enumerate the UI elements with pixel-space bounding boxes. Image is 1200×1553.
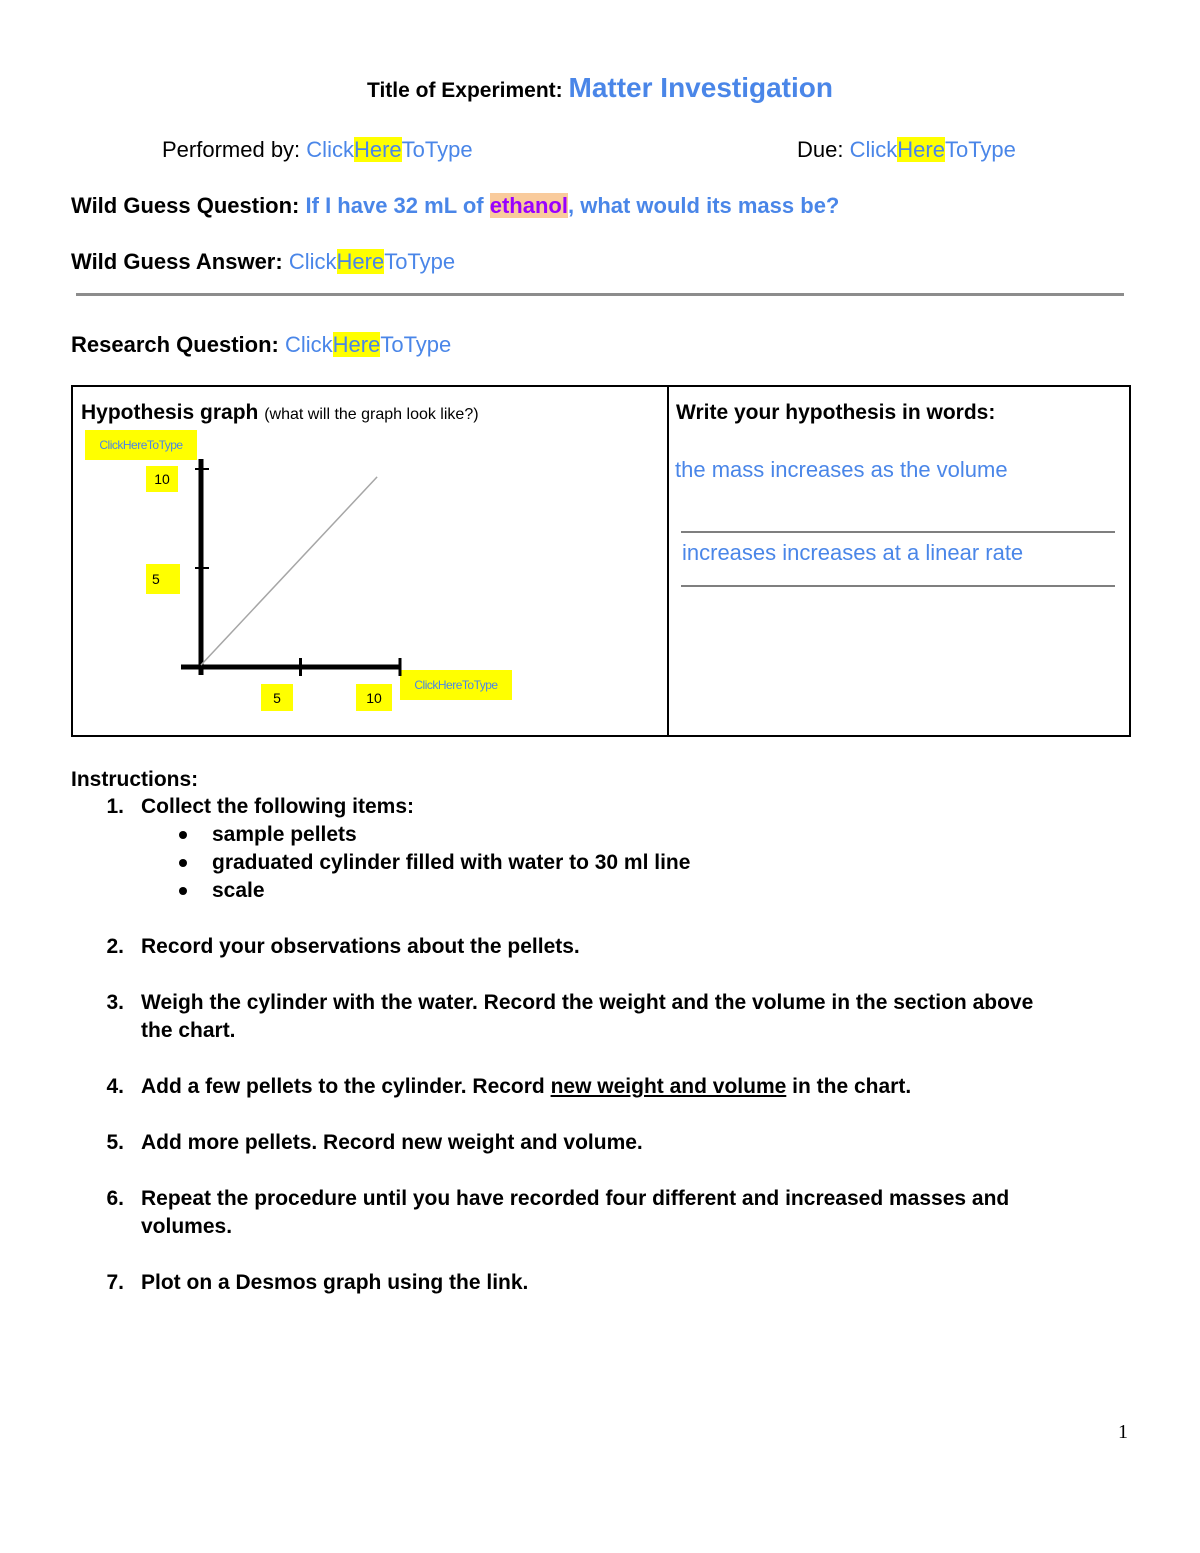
due-field[interactable]: ClickHereToType: [849, 137, 1016, 162]
writing-line-1: [681, 531, 1115, 533]
underlined-phrase: new weight and volume: [550, 1075, 787, 1098]
ethanol-highlight: ethanol: [489, 193, 568, 218]
wild-guess-answer-field[interactable]: ClickHereToType: [288, 249, 456, 274]
step-number: 5.: [106, 1131, 124, 1154]
step-number: 6.: [106, 1187, 124, 1210]
y-tick-label-10: 10: [146, 466, 178, 492]
step-number: 3.: [106, 991, 124, 1014]
wild-guess-question-label: Wild Guess Question:: [71, 193, 300, 218]
research-question-label: Research Question:: [71, 332, 279, 357]
y-axis-label-field[interactable]: ClickHereToType: [85, 430, 197, 460]
title-value: Matter Investigation: [568, 72, 833, 103]
instructions-heading: Instructions:: [71, 768, 199, 791]
step-number: 2.: [106, 935, 124, 958]
step-text: Record your observations about the pellets.: [141, 935, 580, 958]
x-tick-label-10: 10: [356, 684, 392, 711]
writing-line-2: [681, 585, 1115, 587]
wild-guess-question-row: [71, 193, 839, 219]
wild-guess-answer-label: Wild Guess Answer:: [71, 249, 283, 274]
performed-label: Performed by:: [162, 137, 301, 162]
item-text: graduated cylinder filled with water to 30 ml line: [212, 851, 691, 874]
title-label: Title of Experiment:: [367, 79, 563, 102]
hypothesis-graph-title: Hypothesis graph: [81, 401, 259, 424]
step-text: Collect the following items:: [141, 795, 415, 818]
wild-guess-question-text: If I have 32 mL of ethanol, what would its mass be?: [305, 193, 840, 218]
item-text: sample pellets: [212, 823, 357, 846]
step-text: Repeat the procedure until you have recorded four different and increased masses and: [141, 1187, 1010, 1210]
due-label: Due:: [797, 137, 844, 162]
x-axis-label-field[interactable]: ClickHereToType: [400, 670, 512, 700]
step-number: 4.: [106, 1075, 124, 1098]
experiment-title: [0, 72, 1200, 104]
step-text-continued: the chart.: [141, 1019, 236, 1042]
page-number: 1: [1118, 1421, 1128, 1443]
item-text: scale: [212, 879, 265, 902]
hypothesis-graph-subtitle: (what will the graph look like?): [264, 406, 479, 423]
step-text: Weigh the cylinder with the water. Record the weight and the volume in the section above: [141, 991, 1034, 1014]
performed-field[interactable]: ClickHereToType: [306, 137, 473, 162]
hypothesis-table: [71, 385, 1131, 737]
performed-by-row: [162, 137, 473, 163]
step-text: Plot on a Desmos graph using the link.: [141, 1271, 529, 1294]
step-text: Add more pellets. Record new weight and volume.: [141, 1131, 643, 1154]
hypothesis-words-label: Write your hypothesis in words:: [676, 401, 996, 424]
y-tick-label-5: 5: [146, 564, 180, 594]
research-question-field[interactable]: ClickHereToType: [284, 332, 452, 357]
wild-guess-answer-row: [71, 249, 455, 275]
due-row: [797, 137, 1016, 163]
hypothesis-chart: [73, 387, 667, 735]
x-tick-label-5: 5: [261, 684, 293, 711]
step-number: 7.: [106, 1271, 124, 1294]
table-divider: [667, 387, 669, 735]
step-text: Add a few pellets to the cylinder. Record new weight and volume in the chart.: [141, 1075, 912, 1098]
bullet-icon: [179, 831, 187, 839]
bullet-icon: [179, 859, 187, 867]
step-text-continued: volumes.: [141, 1215, 233, 1238]
research-question-row: [71, 332, 451, 358]
hypothesis-words-line1[interactable]: the mass increases as the volume: [675, 457, 1008, 482]
hypothesis-line: [201, 477, 377, 665]
section-divider: [76, 293, 1124, 296]
bullet-icon: [179, 887, 187, 895]
step-number: 1.: [106, 795, 124, 818]
hypothesis-words-line2[interactable]: increases increases at a linear rate: [682, 540, 1024, 565]
